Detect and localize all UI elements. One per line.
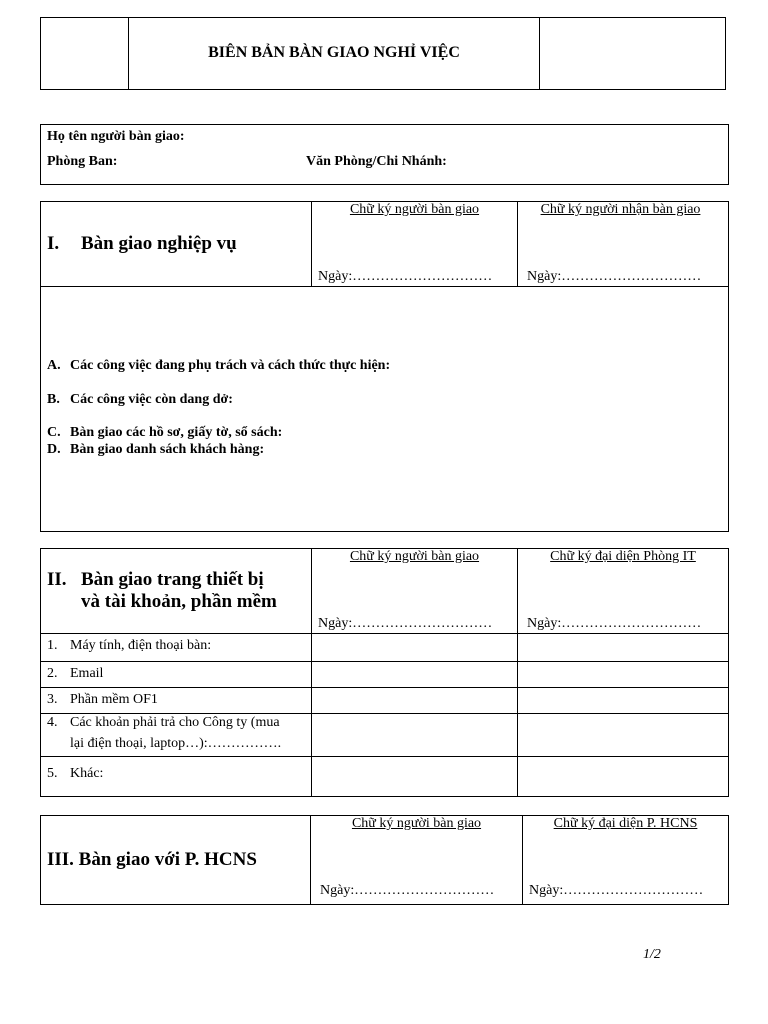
section-2-row-2-text: Email [70, 666, 104, 681]
office-label: Văn Phòng/Chi Nhánh: [306, 154, 447, 169]
header-divider-right [539, 17, 540, 90]
section-2-row-divider-2 [40, 687, 729, 688]
section-3-signature-giver-label: Chữ ký người bàn giao [351, 816, 482, 831]
section-1-item-c-letter: C. [47, 425, 61, 440]
section-2-row-3-text: Phần mềm OF1 [70, 692, 158, 707]
section-1-signature-giver-label: Chữ ký người bàn giao [349, 202, 480, 217]
section-2-title-line-2: và tài khoản, phần mềm [81, 591, 277, 612]
section-2-date-giver: Ngày:………………………… [318, 616, 493, 631]
section-1-date-giver: Ngày:………………………… [318, 269, 493, 284]
section-2-row-4-number: 4. [47, 715, 58, 730]
section-3-title: III. Bàn giao với P. HCNS [47, 849, 257, 870]
section-2-header-divider [40, 633, 729, 634]
section-2-title-line-1: Bàn giao trang thiết bị [81, 569, 264, 590]
section-2-signature-it-label: Chữ ký đại diện Phòng IT [550, 549, 696, 564]
section-1-item-c-text: Bàn giao các hồ sơ, giấy tờ, sổ sách: [70, 425, 283, 440]
department-label: Phòng Ban: [47, 154, 118, 169]
section-1-item-a-letter: A. [47, 358, 61, 373]
section-1-number: I. [47, 233, 60, 254]
document-title: BIÊN BẢN BÀN GIAO NGHỈ VIỆC [208, 44, 460, 61]
section-3-date-giver: Ngày:………………………… [320, 883, 495, 898]
section-2-row-5-number: 5. [47, 766, 58, 781]
section-2-row-divider-1 [40, 661, 729, 662]
section-1-item-d-letter: D. [47, 442, 61, 457]
section-2-row-divider-3 [40, 713, 729, 714]
section-2-row-2-number: 2. [47, 666, 58, 681]
section-3-date-hcns: Ngày:………………………… [529, 883, 704, 898]
section-1-date-receiver: Ngày:………………………… [527, 269, 702, 284]
section-1-signature-receiver-label: Chữ ký người nhận bàn giao [540, 202, 701, 217]
section-2-row-4-text-line-1: Các khoản phải trả cho Công ty (mua [70, 715, 280, 730]
section-1-item-b-letter: B. [47, 392, 60, 407]
section-2-row-5-text: Khác: [70, 766, 104, 781]
section-2-row-1-text: Máy tính, điện thoại bàn: [70, 638, 212, 653]
section-2-row-1-number: 1. [47, 638, 58, 653]
section-1-title: Bàn giao nghiệp vụ [81, 233, 237, 254]
section-2-col-divider-left [311, 548, 312, 797]
section-2-signature-giver-label: Chữ ký người bàn giao [349, 549, 480, 564]
section-2-row-divider-4 [40, 756, 729, 757]
section-1-item-b-text: Các công việc còn dang dở: [70, 392, 233, 407]
section-2-number: II. [47, 569, 67, 590]
person-label: Họ tên người bàn giao: [47, 129, 185, 144]
section-2-date-it: Ngày:………………………… [527, 616, 702, 631]
section-1-item-d-text: Bàn giao danh sách khách hàng: [70, 442, 265, 457]
section-2-col-divider-right [517, 548, 518, 797]
section-1-item-a-text: Các công việc đang phụ trách và cách thức thực hiện: [70, 358, 391, 373]
page-number: 1/2 [643, 947, 661, 962]
section-1-header-divider [40, 286, 729, 287]
section-2-row-4-text-line-2: lại điện thoại, laptop…):……………. [70, 736, 282, 751]
section-3-signature-hcns-label: Chữ ký đại diện P. HCNS [553, 816, 698, 831]
section-2-row-3-number: 3. [47, 692, 58, 707]
